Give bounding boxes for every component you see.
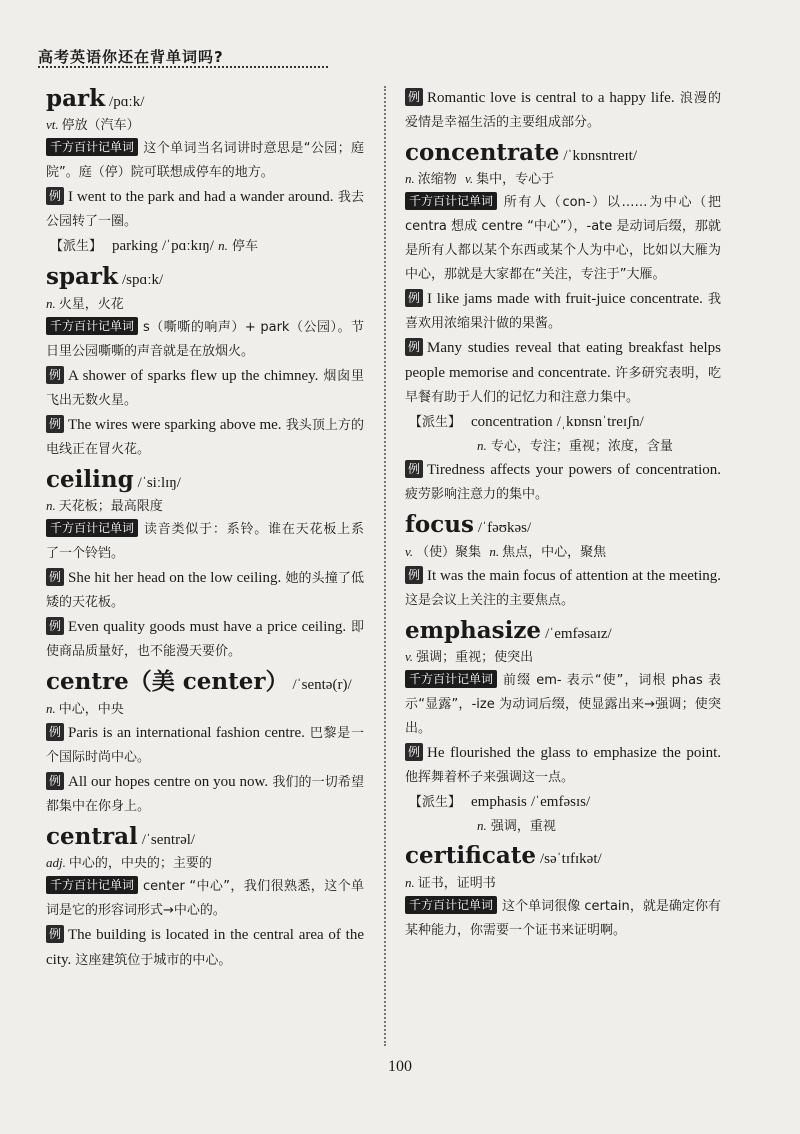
- example: 例 He flourished the glass to emphasize the point. 他挥舞着杯子来强调这一点。: [405, 745, 721, 786]
- mnemonic: 千方百计记单词 s（嘶嘶的响声）+ park（公园）。节日里公园嘶嘶的声音就是在放烟火。: [46, 318, 364, 359]
- example-tag: 例: [46, 415, 64, 433]
- mnemonic-tag: 千方百计记单词: [46, 876, 138, 894]
- example: 例 It was the main focus of attention at the meeting. 这是会议上关注的主要焦点。: [405, 567, 721, 608]
- entry-spark: [46, 264, 364, 461]
- left-column: [46, 86, 364, 978]
- definition: n. 火星，火花: [46, 295, 124, 312]
- example-tag: 例: [405, 566, 423, 584]
- right-column: [405, 86, 721, 948]
- phonetic: /spɑːk/: [122, 272, 164, 289]
- mnemonic: 千方百计记单词 center “中心”，我们很熟悉，这个单词是它的形容词形式→中心的。: [46, 878, 364, 919]
- headword: central: [46, 822, 138, 850]
- mnemonic-tag: 千方百计记单词: [405, 192, 497, 210]
- example: 例 Paris is an international fashion centre. 巴黎是一个国际时尚中心。: [46, 724, 365, 765]
- mnemonic: 千方百计记单词 前缀 em- 表示“使”，词根 phas 表示“显露”，-ize 为动词后缀，使显露出来→强调；使突出。: [405, 672, 721, 737]
- definition: vt. 停放（汽车）: [46, 117, 140, 134]
- entry-central-continued: [405, 86, 721, 135]
- running-header: 高考英语你还在背单词吗?: [38, 48, 224, 66]
- mnemonic: 千方百计记单词 这个单词当名词讲时意思是“公园；庭院”。庭（停）院可联想成停车的地方。: [46, 140, 364, 181]
- mnemonic: 千方百计记单词 所有人（con-）以……为中心（把 centra 想成 centre “中心”），-ate 是动词后缀，那就是所有人都以某个东西或某个人为中心，比如以大雁为中心，那就是大家都在“关注，专注于”大雁。: [405, 194, 721, 283]
- headword: park: [46, 85, 106, 112]
- entry-centre: [46, 669, 364, 818]
- phonetic: /ˈfəʊkəs/: [477, 520, 532, 537]
- example: 例 She hit her head on the low ceiling. 她的头撞了低矮的天花板。: [46, 570, 364, 611]
- phonetic: /pɑːk/: [109, 94, 145, 110]
- phonetic: /səˈtɪfɪkət/: [540, 851, 602, 868]
- example: 例 Many studies reveal that eating breakfast helps people memorise and concentrate. 许多研究表明，吃早餐有助于人们的记忆力和注意力集中。: [405, 340, 721, 406]
- example-tag: 例: [405, 289, 423, 307]
- entry-emphasize: [405, 618, 721, 838]
- mnemonic-tag: 千方百计记单词: [405, 670, 497, 688]
- entry-central: [46, 824, 364, 973]
- example: 例 The wires were sparking above me. 我头顶上方的电线正在冒火花。: [46, 416, 364, 457]
- example-tag: 例: [405, 88, 423, 106]
- mnemonic-tag: 千方百计记单词: [46, 519, 138, 537]
- example: 例 Even quality goods must have a price ceiling. 即使商品质量好，也不能漫天要价。: [46, 619, 364, 660]
- example-tag: 例: [405, 338, 423, 356]
- headword: centre（美 center）: [46, 668, 289, 696]
- definition: adj. 中心的，中央的；主要的: [46, 855, 212, 872]
- headword: focus: [405, 511, 474, 539]
- example-tag: 例: [46, 617, 64, 635]
- example-tag: 例: [405, 743, 423, 761]
- mnemonic-tag: 千方百计记单词: [405, 896, 497, 914]
- phonetic: /ˈkɒnsntreɪt/: [563, 148, 638, 164]
- derived-definition: n. 专心，专注；重视；浓度，含量: [477, 438, 673, 455]
- page-number: 100: [388, 1058, 412, 1075]
- phonetic: /ˈemfəsaɪz/: [545, 625, 612, 642]
- entry-focus: [405, 512, 721, 612]
- example: 例 Romantic love is central to a happy life. 浪漫的爱情是幸福生活的主要组成部分。: [405, 90, 721, 130]
- mnemonic-tag: 千方百计记单词: [46, 138, 138, 156]
- definition: n. 浓缩物 v. 集中，专心于: [405, 171, 555, 188]
- example-tag: 例: [46, 772, 64, 790]
- entry-ceiling: [46, 467, 364, 664]
- header-rule: [38, 66, 328, 68]
- entry-certificate: [405, 843, 721, 942]
- example: 例 The building is located in the central area of the city. 这座建筑位于城市的中心。: [46, 927, 364, 969]
- derived-word: 【派生】 concentration /ˌkɒnsnˈtreɪʃn/: [409, 414, 644, 431]
- definition: v. 强调；重视；使突出: [405, 649, 534, 666]
- example-tag: 例: [46, 723, 64, 741]
- definition: n. 中心，中央: [46, 700, 124, 717]
- example-tag: 例: [405, 460, 423, 478]
- mnemonic-tag: 千方百计记单词: [46, 317, 138, 335]
- example: 例 All our hopes centre on you now. 我们的一切希望都集中在你身上。: [46, 773, 364, 814]
- headword: ceiling: [46, 465, 134, 493]
- example: 例 I went to the park and had a wander around. 我去公园转了一圈。: [46, 189, 364, 230]
- example-tag: 例: [46, 187, 64, 205]
- example: 例 A shower of sparks flew up the chimney. 烟囱里飞出无数火星。: [46, 367, 364, 408]
- mnemonic: 千方百计记单词 读音类似于：系铃。谁在天花板上系了一个铃铛。: [46, 521, 364, 562]
- example-tag: 例: [46, 925, 64, 943]
- column-divider: [384, 86, 386, 1046]
- phonetic: /ˈsentə(r)/: [292, 677, 352, 694]
- definition: n. 天花板；最高限度: [46, 498, 163, 515]
- phonetic: /ˈsiːlɪŋ/: [137, 474, 181, 491]
- headword: concentrate: [405, 139, 560, 166]
- derived-word: 【派生】 parking /ˈpɑːkɪŋ/ n. 停车: [50, 238, 258, 255]
- headword: emphasize: [405, 616, 542, 644]
- mnemonic: 千方百计记单词 这个单词很像 certain，就是确定你有某种能力，你需要一个证书来证明啊。: [405, 897, 721, 938]
- headword: certificate: [405, 842, 537, 870]
- definition: v. （使）聚集 n. 焦点，中心，聚焦: [405, 543, 607, 560]
- entry-concentrate: [405, 140, 721, 507]
- example: 例 Tiredness affects your powers of concentration. 疲劳影响注意力的集中。: [405, 462, 721, 503]
- example-tag: 例: [46, 568, 64, 586]
- example-tag: 例: [46, 366, 64, 384]
- example: 例 I like jams made with fruit-juice concentrate. 我喜欢用浓缩果汁做的果酱。: [405, 291, 722, 332]
- definition: n. 证书，证明书: [405, 874, 496, 891]
- phonetic: /ˈsentrəl/: [141, 831, 196, 848]
- entry-park: [46, 86, 364, 259]
- derived-definition: n. 强调，重视: [477, 818, 556, 835]
- headword: spark: [46, 263, 118, 291]
- derived-word: 【派生】 emphasis /ˈemfəsɪs/: [409, 794, 591, 811]
